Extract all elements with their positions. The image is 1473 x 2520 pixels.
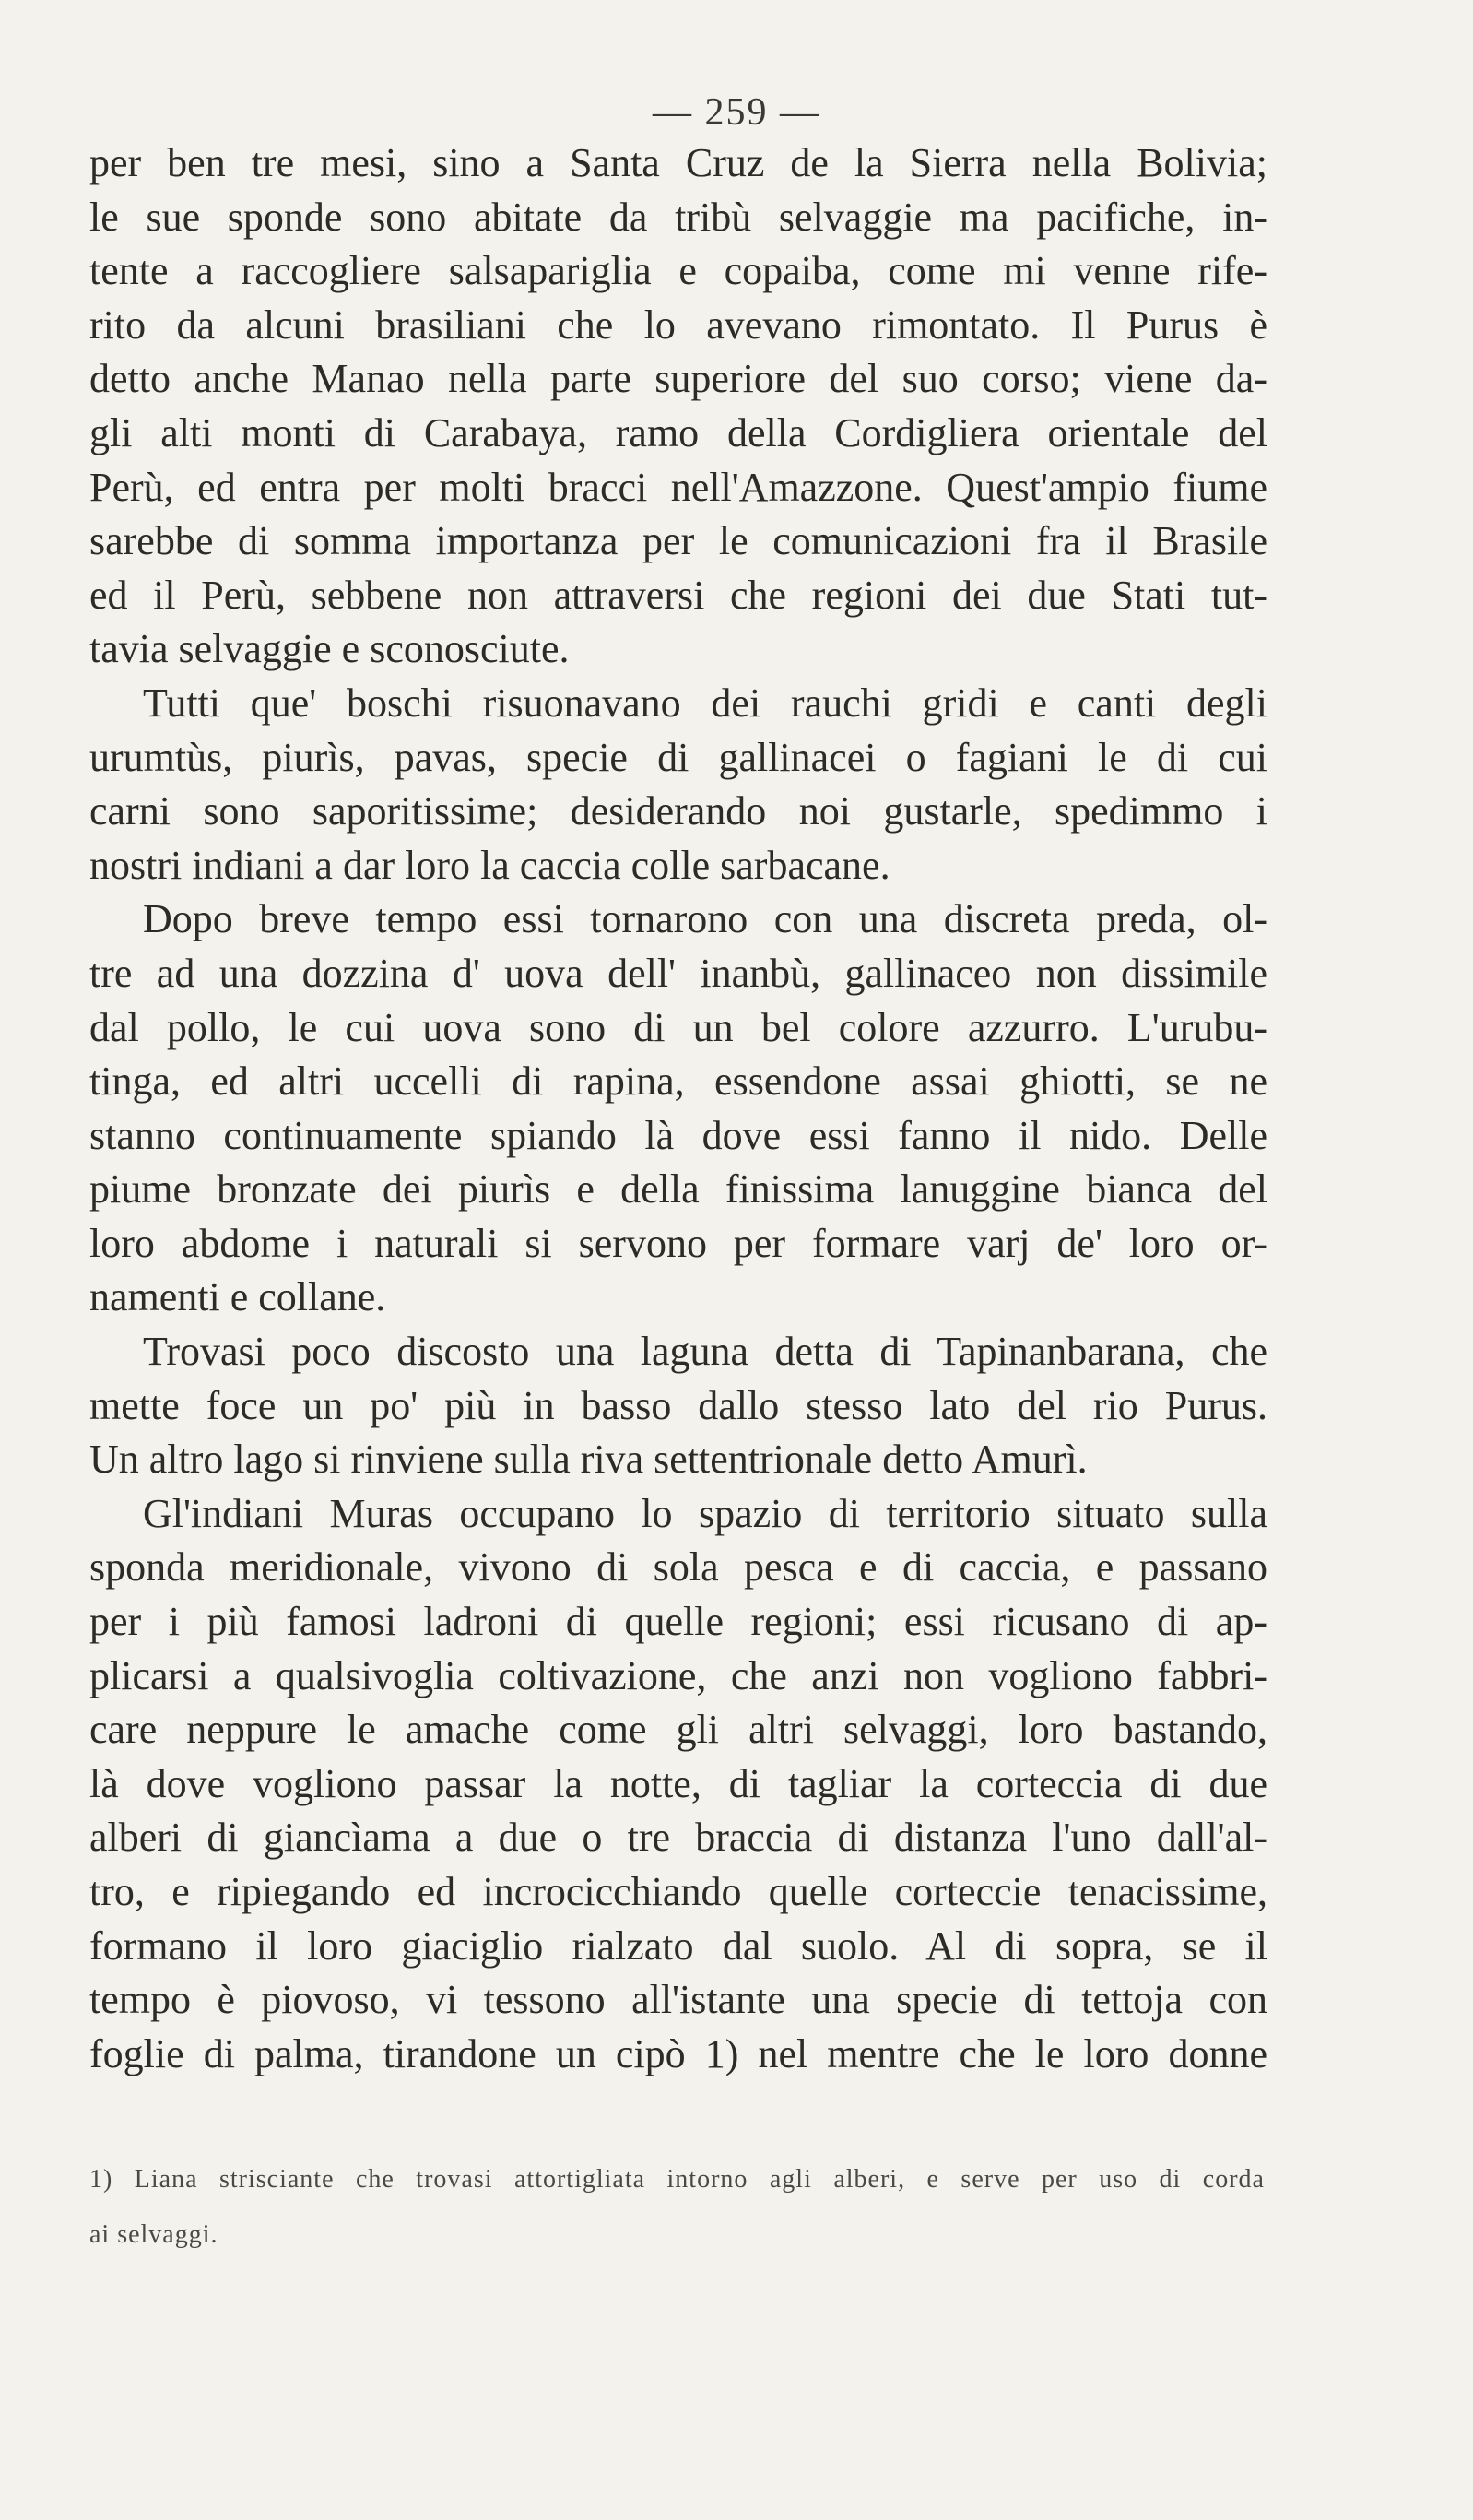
footnote-line: 1) Liana strisciante che trovasi attortigliata intorno agli alberi, e serve per uso di corda — [89, 2165, 1265, 2194]
text-line: rito da alcuni brasiliani che lo avevano rimontato. Il Purus è — [89, 302, 1267, 348]
text-line: tempo è piovoso, vi tessono all'istante una specie di tettoja con — [89, 1977, 1267, 2023]
text-line: Perù, ed entra per molti bracci nell'Amazzone. Quest'ampio fiume — [89, 464, 1267, 510]
text-line: Trovasi poco discosto una laguna detta di Tapinanbarana, che — [143, 1329, 1267, 1375]
text-line: Gl'indiani Muras occupano lo spazio di territorio situato sulla — [143, 1490, 1267, 1536]
text-line: tro, e ripiegando ed incrocicchiando quelle corteccie tenacissime, — [89, 1869, 1267, 1914]
text-line: per ben tre mesi, sino a Santa Cruz de la Sierra nella Bolivia; — [89, 140, 1267, 185]
page-number: — 259 — — [653, 91, 820, 134]
body-text — [89, 136, 1267, 2081]
text-line: Dopo breve tempo essi tornarono con una discreta preda, ol- — [143, 896, 1267, 942]
text-line: Un altro lago si rinviene sulla riva settentrionale detto Amurì. — [89, 1437, 1088, 1483]
text-line: urumtùs, piurìs, pavas, specie di gallinacei o fagiani le di cui — [89, 734, 1267, 780]
footnote — [89, 2152, 1265, 2263]
text-line: alberi di giancìama a due o tre braccia di distanza l'uno dall'al- — [89, 1815, 1267, 1861]
text-line: namenti e collane. — [89, 1274, 386, 1320]
text-line: care neppure le amache come gli altri selvaggi, loro bastando, — [89, 1707, 1267, 1753]
text-line: ed il Perù, sebbene non attraversi che regioni dei due Stati tut- — [89, 572, 1267, 618]
text-line: tre ad una dozzina d' uova dell' inanbù, gallinaceo non dissimile — [89, 950, 1267, 996]
text-line: piume bronzate dei piurìs e della finissima lanuggine bianca del — [89, 1166, 1267, 1213]
text-line: dal pollo, le cui uova sono di un bel colore azzurro. L'urubu- — [89, 1004, 1267, 1050]
text-line: mette foce un po' più in basso dallo stesso lato del rio Purus. — [89, 1382, 1267, 1428]
text-line: carni sono saporitissime; desiderando noi gustarle, spedimmo i — [89, 788, 1267, 834]
text-line: le sue sponde sono abitate da tribù selvaggie ma pacifiche, in- — [89, 194, 1267, 240]
text-line: là dove vogliono passar la notte, di tagliar la corteccia di due — [89, 1760, 1267, 1806]
text-line: sponda meridionale, vivono di sola pesca e di caccia, e passano — [89, 1544, 1267, 1591]
text-line: per i più famosi ladroni di quelle regioni; essi ricusano di ap- — [89, 1599, 1267, 1645]
text-line: plicarsi a qualsivoglia coltivazione, che anzi non vogliono fabbri- — [89, 1652, 1267, 1698]
text-line: gli alti monti di Carabaya, ramo della Cordigliera orientale del — [89, 409, 1267, 455]
text-line: formano il loro giaciglio rialzato dal suolo. Al di sopra, se il — [89, 1923, 1267, 1969]
text-line: tinga, ed altri uccelli di rapina, essendone assai ghiotti, se ne — [89, 1059, 1267, 1105]
text-line: tavia selvaggie e sconosciute. — [89, 626, 570, 672]
text-line: Tutti que' boschi risuonavano dei rauchi gridi e canti degli — [143, 680, 1267, 726]
text-line: tente a raccogliere salsapariglia e copaiba, come mi venne rife- — [89, 248, 1267, 294]
text-line: sarebbe di somma importanza per le comunicazioni fra il Brasile — [89, 518, 1267, 564]
text-line: stanno continuamente spiando là dove essi fanno il nido. Delle — [89, 1112, 1267, 1158]
text-line: foglie di palma, tirandone un cipò 1) nel mentre che le loro donne — [89, 2030, 1267, 2076]
footnote-line: ai selvaggi. — [89, 2220, 218, 2249]
text-line: nostri indiani a dar loro la caccia colle sarbacane. — [89, 842, 890, 888]
text-line: detto anche Manao nella parte superiore del suo corso; viene da- — [89, 356, 1267, 402]
text-line: loro abdome i naturali si servono per formare varj de' loro or- — [89, 1220, 1267, 1266]
